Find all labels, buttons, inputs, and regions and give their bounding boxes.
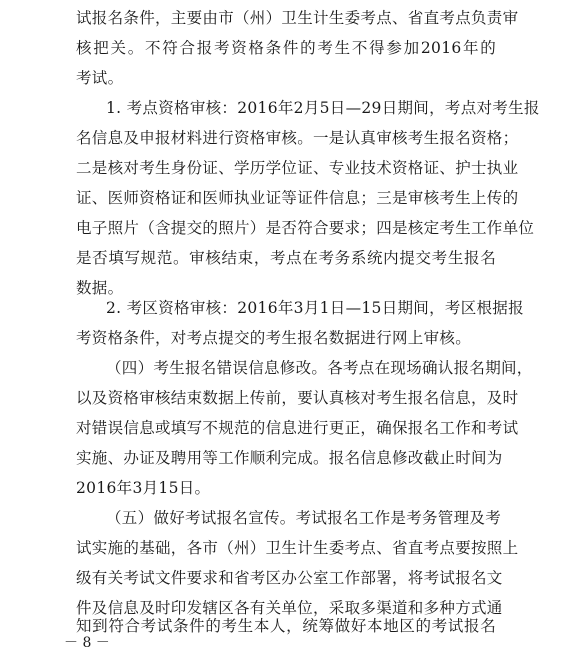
text-line: 实施、办证及聘用等工作顺利完成。报名信息修改截止时间为 xyxy=(76,449,503,467)
text-line: 考试。 xyxy=(76,69,124,87)
text-line: 试实施的基础，各市（州）卫生计生委考点、省直考点要按照上 xyxy=(76,539,519,557)
text-line: （四）考生报名错误信息修改。各考点在现场确认报名期间， xyxy=(106,359,533,377)
text-line: 2016年3月15日。 xyxy=(76,479,211,497)
text-line: 考资格条件，对考点提交的考生报名数据进行网上审核。 xyxy=(76,329,472,347)
text-line: 级有关考试文件要求和省考区办公室工作部署，将考试报名文 xyxy=(76,569,503,587)
text-line: 1. 考点资格审核：2016年2月5日—29日期间，考点对考生报 xyxy=(106,99,540,117)
text-line: 件及信息及时印发辖区各有关单位，采取多渠道和多种方式通 xyxy=(76,599,503,617)
text-line: 数据。 xyxy=(76,279,124,297)
text-line: 电子照片（含提交的照片）是否符合要求；四是核定考生工作单位 xyxy=(76,219,535,237)
text-line: 试报名条件，主要由市（州）卫生计生委考点、省直考点负责审 xyxy=(76,9,519,27)
page-number: － 8 － xyxy=(64,635,110,651)
text-line: 知到符合考试条件的考生本人，统筹做好本地区的考试报名 xyxy=(76,617,496,635)
text-line: 二是核对考生身份证、学历学位证、专业技术资格证、护士执业 xyxy=(76,159,519,177)
text-line: （五）做好考试报名宣传。考试报名工作是考务管理及考 xyxy=(106,509,502,527)
text-line: 证、医师资格证和医师执业证等证件信息；三是审核考生上传的 xyxy=(76,189,519,207)
text-line: 对错误信息或填写不规范的信息进行更正，确保报名工作和考试 xyxy=(76,419,519,437)
text-line: 以及资格审核结束数据上传前，要认真核对考生报名信息，及时 xyxy=(76,389,519,407)
text-line: 核把关。不符合报考资格条件的考生不得参加2016年的 xyxy=(76,39,496,57)
text-line: 2. 考区资格审核：2016年3月1日—15日期间，考区根据报 xyxy=(106,299,524,317)
text-line: 是否填写规范。审核结束，考点在考务系统内提交考生报名 xyxy=(76,249,496,267)
text-line: 名信息及申报材料进行资格审核。一是认真审核考生报名资格； xyxy=(76,129,519,147)
